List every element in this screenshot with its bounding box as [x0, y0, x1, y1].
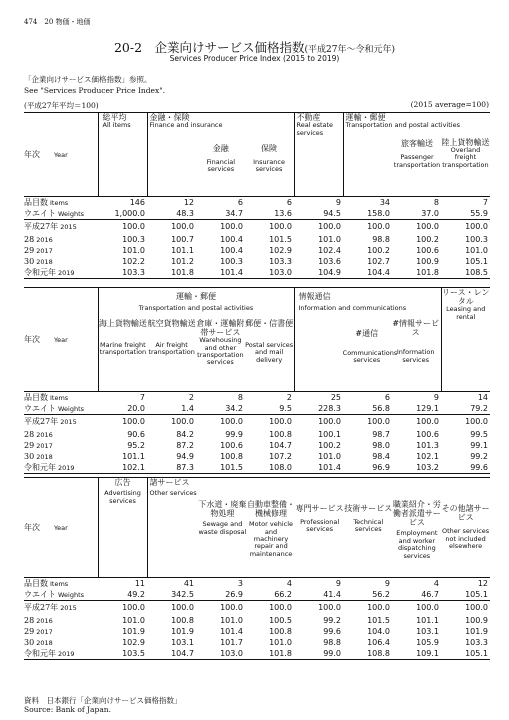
col-financial: 金融 Financial services [206, 143, 235, 174]
row-label: 28 2016 [24, 615, 53, 625]
cell-value: 1,000.0 [114, 209, 145, 218]
cell-value: 102.1 [122, 462, 145, 472]
cell-value: 103.5 [122, 648, 145, 658]
cell-value: 100.8 [269, 626, 292, 636]
row-label: 令和元年 2019 [24, 267, 75, 277]
cell-value: 103.2 [416, 462, 439, 472]
row-label: 品目数 Items [24, 579, 69, 588]
row-label: 30 2018 [24, 451, 53, 461]
cell-value: 48.3 [176, 209, 194, 218]
row-label: 平成27年 2015 [24, 222, 77, 232]
year-row [24, 462, 490, 474]
cell-value: 100.7 [171, 234, 194, 244]
cell-value: 99.5 [470, 429, 488, 439]
cell-value: 101.9 [171, 626, 194, 636]
col-leasing: リース・レンタル Leasing and rental [441, 288, 490, 392]
cell-value: 100.0 [269, 417, 292, 427]
cell-value: 101.8 [269, 648, 292, 658]
year-row [24, 245, 490, 256]
cell-value: 100.6 [416, 429, 439, 439]
cell-value: 103.3 [122, 267, 145, 277]
cell-value: 102.2 [122, 256, 145, 266]
cell-value: 9 [335, 579, 341, 588]
cell-value: 20.0 [127, 404, 145, 413]
cell-value: 79.2 [470, 404, 488, 413]
cell-value: 102.9 [122, 637, 145, 647]
cell-value: 100.9 [465, 615, 488, 625]
table-block-3 [24, 477, 490, 660]
row-label: 28 2016 [24, 234, 53, 244]
cell-value: 104.7 [269, 440, 292, 450]
cell-value: 100.0 [171, 603, 194, 613]
group-transport: 運輸・郵便 Transportation and postal activities 海上貨物輸送 Marine freight transportation 航空貨物輸送 Air freight transportation 倉庫・運輸附帯サービス Warehousing and other transportation services 郵便・信書便 Postal services and mail delivery [98, 288, 294, 392]
cell-value: 96.9 [372, 462, 390, 472]
year-row [24, 440, 490, 451]
cell-value: 103.0 [220, 648, 243, 658]
cell-value: 101.9 [465, 626, 488, 636]
cell-value: 4 [433, 579, 439, 588]
cell-value: 84.2 [176, 429, 194, 439]
cell-value: 109.1 [416, 648, 439, 658]
cell-value: 99.1 [470, 440, 488, 450]
cell-value: 6 [237, 198, 243, 207]
cell-value: 98.0 [372, 440, 390, 450]
cell-value: 102.4 [318, 245, 341, 255]
cell-value: 100.0 [171, 222, 194, 232]
title-period: (平成27年～令和元年) [304, 45, 396, 55]
row-label: 28 2016 [24, 429, 53, 439]
group-information: 情報通信 Information and communications #通信 Communications services #情報サービス Information services [294, 288, 441, 392]
year-row [24, 615, 490, 626]
cell-value: 103.1 [416, 626, 439, 636]
col-information-services: #情報サービス Information services [392, 318, 440, 364]
cell-value: 106.4 [367, 637, 390, 647]
cell-value: 49.2 [127, 590, 145, 599]
cell-value: 41.4 [323, 590, 341, 599]
cell-value: 95.2 [127, 440, 145, 450]
col-finance-insurance: 金融・保険 Finance and insurance 金融 Financial services 保険 Insurance services [147, 113, 294, 197]
cell-value: 94.5 [323, 209, 341, 218]
col-other-nec: その他諸サービス Other services not included elsewhere [441, 503, 490, 550]
cell-value: 100.0 [465, 222, 488, 232]
cell-value: 100.0 [269, 603, 292, 613]
col-air-freight: 航空貨物輸送 Air freight transportation [147, 318, 196, 357]
cell-value: 103.0 [269, 267, 292, 277]
cell-value: 90.6 [127, 429, 145, 439]
cell-value: 101.4 [220, 267, 243, 277]
row-label: 品目数 Items [24, 198, 69, 207]
cell-value: 342.5 [171, 590, 194, 599]
cell-value: 100.5 [269, 615, 292, 625]
cell-value: 25 [330, 393, 341, 402]
cell-value: 104.9 [318, 267, 341, 277]
year-row [24, 234, 490, 245]
year-row [24, 267, 490, 279]
source-en: Source: Bank of Japan. [24, 705, 112, 714]
cell-value: 100.9 [416, 256, 439, 266]
cell-value: 103.1 [171, 637, 194, 647]
cell-value: 100.0 [318, 417, 341, 427]
unit-en: (2015 average=100) [410, 100, 489, 109]
col-all-items: 総平均 All items [98, 113, 147, 197]
cell-value: 100.0 [416, 222, 439, 232]
cell-value: 9 [335, 198, 341, 207]
source-jp: 資料 日本銀行「企業向けサービス価格指数」 [24, 696, 182, 705]
cell-value: 105.9 [416, 637, 439, 647]
year-row [24, 451, 490, 462]
source-note [24, 696, 182, 714]
year-row [24, 220, 490, 234]
col-insurance: 保険 Insurance services [253, 143, 285, 174]
cell-value: 13.6 [274, 209, 292, 218]
cell-value: 100.3 [220, 256, 243, 266]
col-communications: #通信 Communications services [342, 328, 398, 365]
cell-value: 34 [379, 198, 390, 207]
cell-value: 228.3 [318, 404, 341, 413]
cell-value: 100.0 [367, 222, 390, 232]
cell-value: 100.4 [220, 245, 243, 255]
weights-row [24, 208, 490, 220]
cell-value: 100.3 [122, 234, 145, 244]
cell-value: 101.0 [318, 234, 341, 244]
row-label: 令和元年 2019 [24, 462, 75, 472]
cell-value: 41 [183, 579, 194, 588]
cell-value: 7 [139, 393, 145, 402]
cell-value: 101.0 [318, 451, 341, 461]
cell-value: 98.4 [372, 451, 390, 461]
cell-value: 34.7 [225, 209, 243, 218]
cell-value: 98.7 [372, 429, 390, 439]
cell-value: 100.4 [220, 234, 243, 244]
year-row [24, 415, 490, 429]
cell-value: 99.6 [470, 462, 488, 472]
unit-jp: (平成27年平均＝100) [24, 101, 99, 110]
cell-value: 108.5 [465, 267, 488, 277]
year-row [24, 429, 490, 440]
cell-value: 101.7 [220, 637, 243, 647]
weights-row [24, 589, 490, 601]
cell-value: 99.6 [323, 626, 341, 636]
table-block-2 [24, 287, 490, 474]
cell-value: 100.0 [122, 222, 145, 232]
cell-value: 146 [129, 198, 145, 207]
row-label: 平成27年 2015 [24, 603, 77, 613]
cell-value: 101.1 [122, 451, 145, 461]
cell-value: 2 [286, 393, 292, 402]
items-row [24, 578, 490, 590]
weights-row [24, 403, 490, 415]
cell-value: 6 [286, 198, 292, 207]
year-row [24, 626, 490, 637]
cell-value: 100.0 [122, 417, 145, 427]
cell-value: 34.2 [225, 404, 243, 413]
cell-value: 103.3 [465, 637, 488, 647]
cell-value: 102.7 [367, 256, 390, 266]
cell-value: 8 [237, 393, 243, 402]
row-label: ウエイト Weights [24, 590, 85, 599]
cell-value: 105.1 [465, 590, 488, 599]
row-label: 29 2017 [24, 440, 53, 450]
cell-value: 9.5 [279, 404, 292, 413]
cell-value: 99.9 [225, 429, 243, 439]
table-subtitle: Services Producer Price Index (2015 to 2019) [169, 54, 340, 63]
cell-value: 101.3 [416, 440, 439, 450]
title-main: 20-2 企業向けサービス価格指数 [113, 40, 305, 55]
row-label: 平成27年 2015 [24, 417, 77, 427]
cell-value: 103.3 [269, 256, 292, 266]
cell-value: 101.9 [122, 626, 145, 636]
col-motor-repair: 自動車整備・機械修理 Motor vehicle and machinery repair and maintenance [247, 499, 296, 558]
row-label: 令和元年 2019 [24, 648, 75, 658]
cell-value: 99.2 [470, 451, 488, 461]
cell-value: 101.0 [465, 245, 488, 255]
cell-value: 100.0 [122, 603, 145, 613]
cell-value: 14 [477, 393, 488, 402]
cell-value: 101.1 [171, 245, 194, 255]
cell-value: 9 [433, 393, 439, 402]
cell-value: 100.8 [220, 451, 243, 461]
cell-value: 56.8 [372, 404, 390, 413]
cell-value: 100.0 [367, 417, 390, 427]
cell-value: 98.8 [372, 234, 390, 244]
cell-value: 11 [134, 579, 145, 588]
cell-value: 100.0 [465, 603, 488, 613]
cell-value: 101.8 [171, 267, 194, 277]
cell-value: 12 [477, 579, 488, 588]
cell-value: 100.0 [416, 603, 439, 613]
col-overland-freight: 陸上貨物輸送 Overland freight transportation [441, 137, 490, 169]
cell-value: 101.8 [416, 267, 439, 277]
cell-value: 101.0 [220, 615, 243, 625]
items-row [24, 392, 490, 404]
cell-value: 101.5 [367, 615, 390, 625]
cell-value: 100.0 [367, 603, 390, 613]
cell-value: 101.4 [318, 462, 341, 472]
year-header: 年次 Year [24, 522, 68, 532]
cell-value: 100.2 [367, 245, 390, 255]
cell-value: 101.0 [122, 615, 145, 625]
table-block-1 [24, 112, 490, 279]
cell-value: 94.9 [176, 451, 194, 461]
cell-value: 103.6 [318, 256, 341, 266]
col-postal: 郵便・信書便 Postal services and mail delivery [245, 318, 294, 364]
cell-value: 107.2 [269, 451, 292, 461]
col-advertising: 広告 Advertising services [98, 478, 147, 578]
row-label: 29 2017 [24, 626, 53, 636]
row-label: 30 2018 [24, 637, 53, 647]
cell-value: 100.6 [220, 440, 243, 450]
cell-value: 100.0 [269, 222, 292, 232]
cell-value: 108.0 [269, 462, 292, 472]
col-employment: 職業紹介・労働者派遣サービス Employment and worker dispatching services [392, 499, 441, 560]
col-real-estate: 不動産 Real estate services [294, 113, 343, 197]
cell-value: 101.0 [122, 245, 145, 255]
cell-value: 100.2 [318, 440, 341, 450]
cell-value: 100.0 [171, 417, 194, 427]
cell-value: 101.5 [220, 462, 243, 472]
col-technical: 技術サービス Technical services [344, 503, 393, 534]
year-row [24, 601, 490, 615]
cell-value: 104.4 [367, 267, 390, 277]
cell-value: 100.1 [318, 429, 341, 439]
cell-value: 37.0 [421, 209, 439, 218]
cell-value: 98.8 [323, 637, 341, 647]
cell-value: 9 [384, 579, 390, 588]
items-row [24, 197, 490, 209]
cell-value: 101.0 [269, 637, 292, 647]
note-jp: 「企業向けサービス価格指数」参照。 [24, 75, 152, 84]
cell-value: 87.2 [176, 440, 194, 450]
cell-value: 26.9 [225, 590, 243, 599]
cell-value: 6 [384, 393, 390, 402]
cell-value: 102.9 [269, 245, 292, 255]
cell-value: 46.7 [421, 590, 439, 599]
col-passenger: 旅客輸送 Passenger transportation [393, 139, 441, 169]
col-professional: 専門サービス Professional services [295, 503, 344, 534]
cell-value: 56.2 [372, 590, 390, 599]
cell-value: 102.1 [416, 451, 439, 461]
row-label: ウエイト Weights [24, 404, 85, 413]
cell-value: 2 [188, 393, 194, 402]
cell-value: 101.5 [269, 234, 292, 244]
cell-value: 100.0 [220, 603, 243, 613]
cell-value: 105.1 [465, 256, 488, 266]
cell-value: 105.1 [465, 648, 488, 658]
year-header: 年次 Year [24, 334, 68, 344]
cell-value: 100.3 [465, 234, 488, 244]
col-transport: 運輸・郵便 Transportation and postal activities 旅客輸送 Passenger transportation 陸上貨物輸送 Overland freight transportation [343, 113, 490, 197]
cell-value: 101.1 [416, 615, 439, 625]
cell-value: 12 [183, 198, 194, 207]
year-row [24, 256, 490, 267]
year-row [24, 648, 490, 660]
col-warehousing: 倉庫・運輸附帯サービス Warehousing and other transportation services [196, 318, 245, 367]
cell-value: 108.8 [367, 648, 390, 658]
row-label: 30 2018 [24, 256, 53, 266]
cell-value: 55.9 [470, 209, 488, 218]
group-other-services: 諸サービス Other services 下水道・廃棄物処理 Sewage and waste disposal 自動車整備・機械修理 Motor vehicle and machinery repair and maintenance 専門サービス Professional services 技術サービス Technical services 職業紹介・労働者派遣サービス Employment and worker dispatching services その他諸サービス Other services not included elsewhere [147, 478, 490, 578]
cell-value: 100.0 [416, 417, 439, 427]
cell-value: 7 [482, 198, 488, 207]
row-label: 品目数 Items [24, 393, 69, 402]
cell-value: 3 [237, 579, 243, 588]
cell-value: 4 [286, 579, 292, 588]
cell-value: 100.2 [416, 234, 439, 244]
page-header: 474 20 物価・地価 [24, 18, 91, 26]
cell-value: 1.4 [181, 404, 194, 413]
cell-value: 100.8 [269, 429, 292, 439]
note-en: See "Services Producer Price Index". [24, 86, 166, 95]
cell-value: 101.2 [171, 256, 194, 266]
row-label: 29 2017 [24, 245, 53, 255]
row-label: ウエイト Weights [24, 209, 85, 218]
year-header: 年次 Year [24, 149, 68, 159]
cell-value: 66.2 [274, 590, 292, 599]
cell-value: 100.0 [220, 417, 243, 427]
cell-value: 100.8 [171, 615, 194, 625]
cell-value: 100.6 [416, 245, 439, 255]
cell-value: 100.0 [220, 222, 243, 232]
cell-value: 87.3 [176, 462, 194, 472]
year-row [24, 637, 490, 648]
cell-value: 101.4 [220, 626, 243, 636]
col-sewage: 下水道・廃棄物処理 Sewage and waste disposal [198, 499, 247, 536]
cell-value: 104.7 [171, 648, 194, 658]
col-marine-freight: 海上貨物輸送 Marine freight transportation [98, 318, 147, 357]
cell-value: 100.0 [318, 222, 341, 232]
cell-value: 100.0 [318, 603, 341, 613]
cell-value: 8 [433, 198, 439, 207]
cell-value: 104.0 [367, 626, 390, 636]
cell-value: 100.0 [465, 417, 488, 427]
cell-value: 99.2 [323, 615, 341, 625]
cell-value: 99.0 [323, 648, 341, 658]
cell-value: 129.1 [416, 404, 439, 413]
cell-value: 158.0 [367, 209, 390, 218]
